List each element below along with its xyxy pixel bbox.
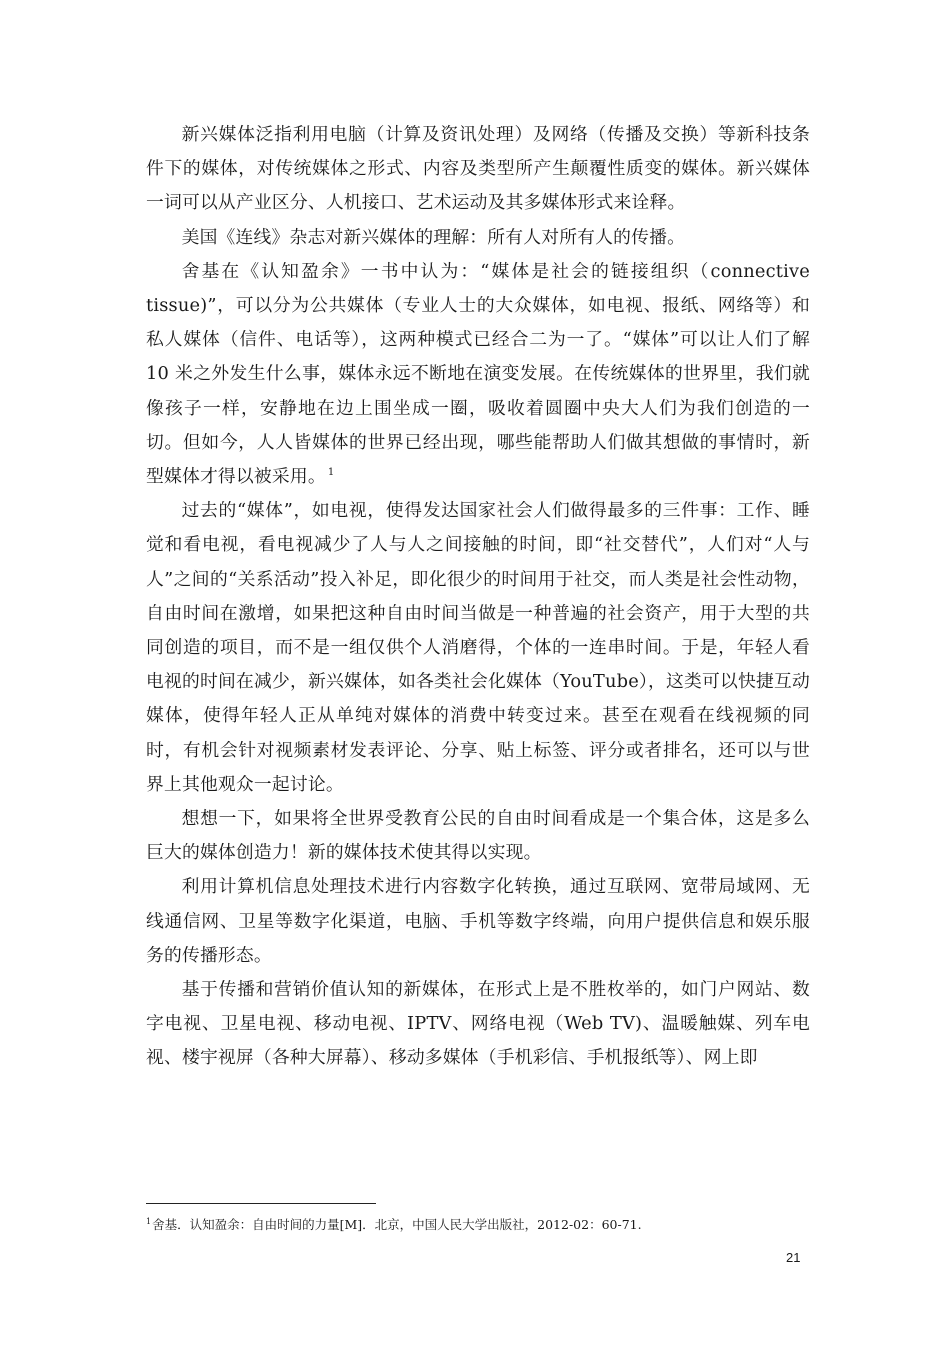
footnote-text: 舍基．认知盈余：自由时间的力量[M]．北京，中国人民大学出版社，2012-02：60-71. bbox=[152, 1217, 642, 1233]
body-text bbox=[146, 118, 810, 1076]
paragraph-2: 美国《连线》杂志对新兴媒体的理解：所有人对所有人的传播。 bbox=[181, 226, 686, 248]
paragraph-5: 想想一下，如果将全世界受教育公民的自由时间看成是一个集合体，这是多么巨大的媒体创造力！新的媒体技术使其得以实现。 bbox=[146, 808, 810, 864]
footnote-marker: 1 bbox=[146, 1217, 152, 1226]
paragraph-6: 利用计算机信息处理技术进行内容数字化转换，通过互联网、宽带局域网、无线通信网、卫星等数字化渠道，电脑、手机等数字终端，向用户提供信息和娱乐服务的传播形态。 bbox=[146, 876, 810, 966]
footnote-divider bbox=[146, 1203, 376, 1204]
paragraph-4: 过去的“媒体”，如电视，使得发达国家社会人们做得最多的三件事：工作、睡觉和看电视，看电视减少了人与人之间接触的时间，即“社交替代”，人们对“人与人”之间的“关系活动”投入补足，即化很少的时间用于社交，而人类是社会性动物，自由时间在激增，如果把这种自由时间当做是一种普遍的社会资产，用于大型的共同创造的项目，而不是一组仅供个人消磨得，个体的一连串时间。于是，年轻人看电视的时间在减少，新兴媒体，如各类社会化媒体（YouTube），这类可以快捷互动媒体，使得年轻人正从单纯对媒体的消费中转变过来。甚至在观看在线视频的同时，有机会针对视频素材发表评论、分享、贴上标签、评分或者排名，还可以与世界上其他观众一起讨论。 bbox=[146, 500, 810, 795]
paragraph-3 bbox=[146, 255, 810, 494]
footnote-reference[interactable]: 1 bbox=[327, 467, 335, 479]
paragraph-7: 基于传播和营销价值认知的新媒体，在形式上是不胜枚举的，如门户网站、数字电视、卫星电视、移动电视、IPTV、网络电视（Web TV)、温暖触媒、列车电视、楼宇视屏（各种大屏幕）、移动多媒体（手机彩信、手机报纸等）、网上即 bbox=[146, 979, 810, 1069]
paragraph-3-text: 舍基在《认知盈余》一书中认为：“媒体是社会的链接组织（connective tissue)”，可以分为公共媒体（专业人士的大众媒体，如电视、报纸、网络等）和私人媒体（信件、电话等），这两种模式已经合二为一了。“媒体”可以让人们了解 10 米之外发生什么事，媒体永远不断地在演变发展。在传统媒体的世界里，我们就像孩子一样，安静地在边上围坐成一圈，吸收着圆圈中央大人们为我们创造的一切。但如今，人人皆媒体的世界已经出现，哪些能帮助人们做其想做的事情时，新型媒体才得以被采用。 bbox=[146, 260, 810, 488]
footnote bbox=[146, 1213, 642, 1234]
paragraph-1: 新兴媒体泛指利用电脑（计算及资讯处理）及网络（传播及交换）等新科技条件下的媒体，对传统媒体之形式、内容及类型所产生颠覆性质变的媒体。新兴媒体一词可以从产业区分、人机接口、艺术运动及其多媒体形式来诠释。 bbox=[146, 124, 810, 214]
page-number: 21 bbox=[786, 1250, 801, 1265]
